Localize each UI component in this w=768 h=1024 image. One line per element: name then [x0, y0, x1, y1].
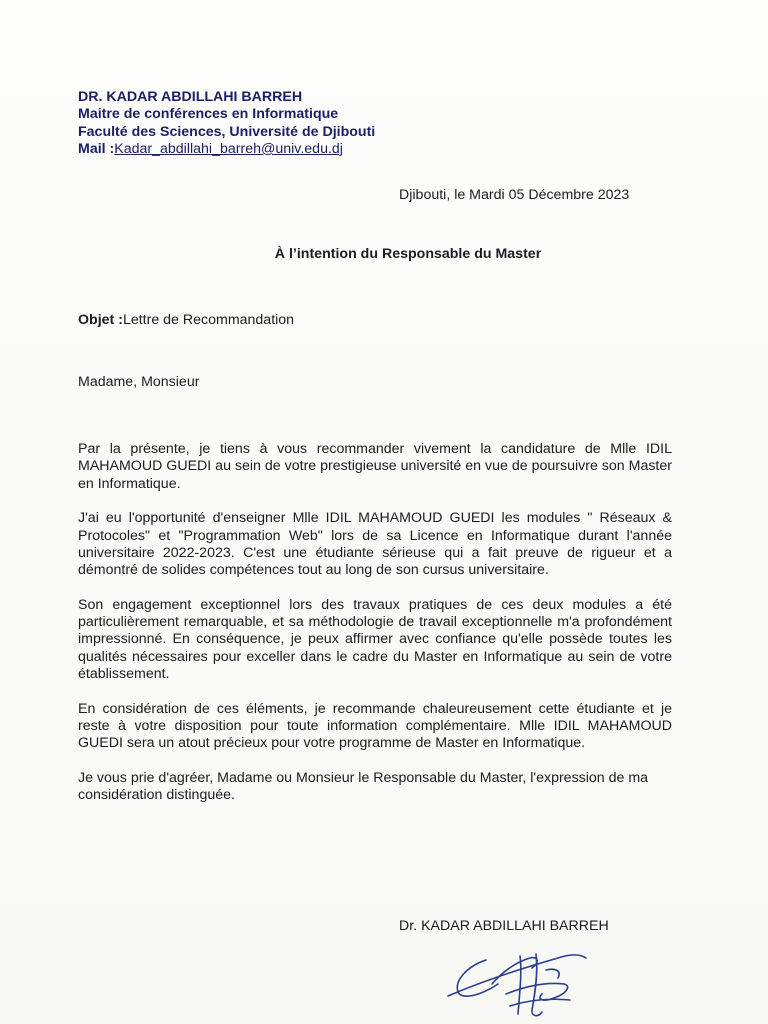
signature-stroke: [457, 960, 498, 996]
subject-label: Objet :: [78, 312, 123, 328]
subject-text: Lettre de Recommandation: [122, 312, 295, 328]
body-paragraph: Son engagement exceptionnel lors des travaux pratiques de ces deux modules a été particulièrement remarquable, et sa méthodologie de travail exceptionnelle m'a profondément impressionné. En conséquence, je peux affirmer avec confiance qu'elle possède toutes les qualités nécessaires pour exceller dans le cadre du Master en Informatique au sein de votre établissement.: [78, 596, 672, 683]
signature-strokes: [448, 954, 586, 1016]
subject-line: [78, 312, 294, 328]
body-paragraph: En considération de ces éléments, je recommande chaleureusement cette étudiante et je reste à votre disposition pour toute information complémentaire. Mlle IDIL MAHAMOUD GUEDI sera un atout précieux pour votre programme de Master en Informatique.: [78, 700, 672, 752]
signer-name: Dr. KADAR ABDILLAHI BARREH: [399, 918, 609, 934]
signature-stroke: [506, 983, 568, 1000]
sender-mail-line: [78, 141, 375, 158]
attention-line: À l’intention du Responsable du Master: [274, 246, 542, 262]
body-paragraph: J'ai eu l'opportunité d'enseigner Mlle IDIL MAHAMOUD GUEDI les modules " Réseaux & Protocoles" et "Programmation Web" lors de sa Licence en Informatique durant l'année universitaire 2022-2023. C'est une étudiante sérieuse qui a fait preuve de rigueur et a démontré de solides compétences tout au long de son cursus universitaire.: [78, 510, 672, 579]
sender-title: Maitre de conférences en Informatique: [78, 106, 339, 123]
mail-label: Mail :: [78, 140, 115, 157]
mail-link[interactable]: Kadar_abdillahi_barreh@univ.edu.dj: [114, 140, 343, 157]
sender-name: DR. KADAR ABDILLAHI BARREH: [78, 89, 303, 105]
sender-faculty: Faculté des Sciences, Université de Djibouti: [78, 123, 376, 140]
handwritten-signature-icon: [446, 940, 596, 1022]
salutation: Madame, Monsieur: [78, 374, 200, 390]
signature-stroke: [518, 956, 521, 1014]
body-paragraph: Par la présente, je tiens à vous recommander vivement la candidature de Mlle IDIL MAHAMOUD GUEDI au sein de votre prestigieuse université en vue de poursuivre son Master en Informatique.: [78, 441, 672, 492]
signature-stroke: [546, 969, 559, 978]
closing-paragraph: Je vous prie d'agréer, Madame ou Monsieur le Responsable du Master, l'expression de ma considération distinguée.: [78, 770, 649, 804]
sender-header: [78, 89, 375, 158]
letter-body: [78, 441, 672, 822]
letter-date: Djibouti, le Mardi 05 Décembre 2023: [399, 187, 630, 203]
